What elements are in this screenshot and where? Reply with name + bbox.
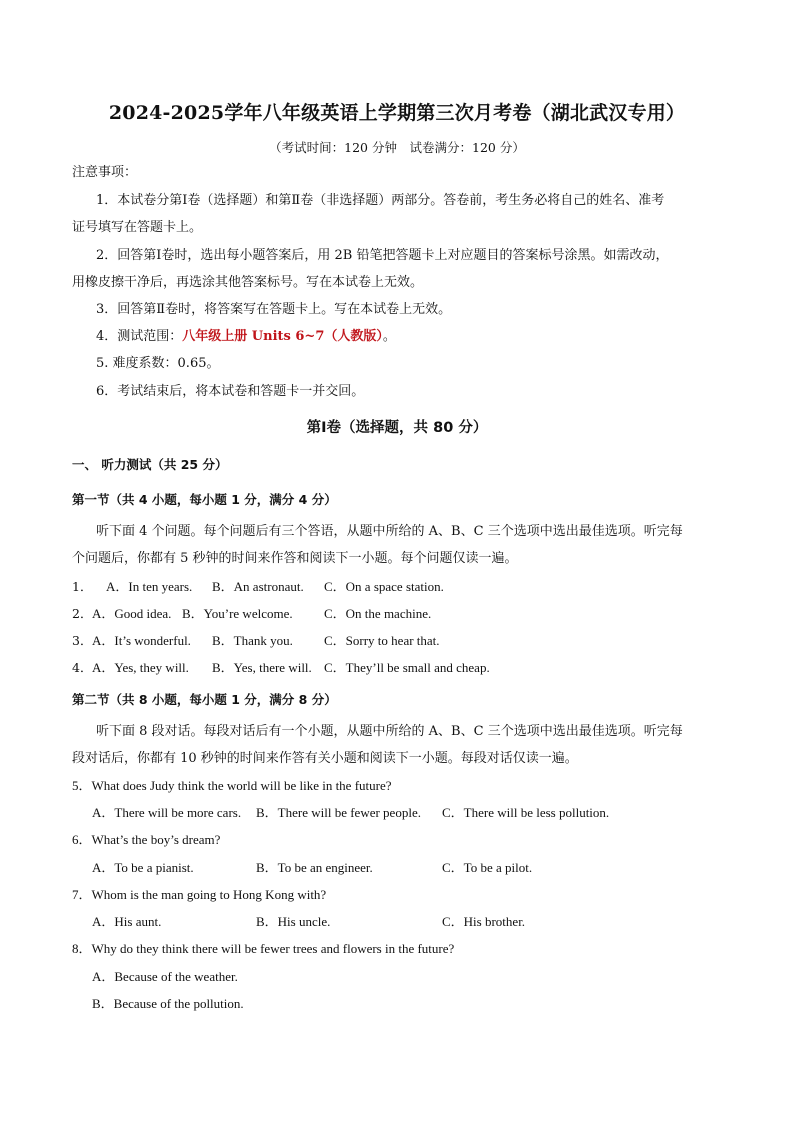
note-4-prefix: 4．测试范围：: [96, 329, 183, 344]
question-3-number: 3．: [72, 633, 93, 648]
question-2-option-c: C．On the machine.: [324, 606, 432, 621]
sub-2-instruction-line-2: 段对话后，你都有 10 秒钟的时间来作答有关小题和阅读下一小题。每段对话仅读一遍。: [72, 751, 578, 766]
part-1-title: 第Ⅰ卷（选择题，共 80 分）: [306, 420, 488, 436]
question-7-option-c: C．His brother.: [442, 914, 526, 929]
note-2-line-2: 用橡皮擦干净后，再选涂其他答案标号。写在本试卷上无效。: [72, 275, 424, 290]
sub-section-2-heading: 第二节（共 8 小题，每小题 1 分，满分 8 分）: [72, 692, 337, 707]
note-4-suffix: 。: [382, 329, 396, 344]
question-3-option-a: A．It’s wonderful.: [92, 633, 191, 648]
note-4: [96, 328, 396, 346]
sub-1-instruction-line-1: 听下面 4 个问题。每个问题后有三个答语，从题中所给的 A、B、C 三个选项中选出最佳选项。听完每: [96, 524, 683, 539]
question-4-option-b: B．Yes, there will.: [212, 660, 312, 675]
question-7-option-b: B．His uncle.: [256, 914, 331, 929]
note-3: 3．回答第Ⅱ卷时，将答案写在答题卡上。写在本试卷上无效。: [96, 302, 452, 317]
question-1-option-c: C．On a space station.: [324, 579, 444, 594]
question-5-option-c: C．There will be less pollution.: [442, 805, 610, 820]
sub-section-1-heading: 第一节（共 4 小题，每小题 1 分，满分 4 分）: [72, 492, 337, 507]
question-5-stem: 5．What does Judy think the world will be like in the future?: [72, 778, 392, 793]
question-1-number: 1．: [72, 579, 93, 594]
note-1-line-1: 1．本试卷分第Ⅰ卷（选择题）和第Ⅱ卷（非选择题）两部分。答卷前，考生务必将自己的姓名、准考: [96, 193, 665, 208]
question-2-option-a: A．Good idea.: [92, 606, 172, 621]
note-5: 5. 难度系数：0.65。: [96, 356, 220, 371]
notes-heading: 注意事项：: [72, 165, 138, 180]
note-4-scope: 八年级上册 Units 6~7（人教版）: [182, 329, 383, 344]
question-6-option-a: A．To be a pianist.: [92, 860, 194, 875]
sub-1-instruction-line-2: 个问题后，你都有 5 秒钟的时间来作答和阅读下一小题。每个问题仅读一遍。: [72, 551, 518, 566]
question-8-stem: 8．Why do they think there will be fewer trees and flowers in the future?: [72, 941, 455, 956]
question-6-option-c: C．To be a pilot.: [442, 860, 533, 875]
sub-2-instruction-line-1: 听下面 8 段对话。每段对话后有一个小题，从题中所给的 A、B、C 三个选项中选出最佳选项。听完每: [96, 724, 683, 739]
question-7-stem: 7．Whom is the man going to Hong Kong with?: [72, 887, 327, 902]
question-3-option-c: C．Sorry to hear that.: [324, 633, 440, 648]
note-1-line-2: 证号填写在答题卡上。: [72, 220, 203, 235]
question-6-stem: 6．What’s the boy’s dream?: [72, 832, 221, 847]
exam-subtitle: （考试时间：120 分钟 试卷满分：120 分）: [269, 140, 525, 155]
question-8-option-a: A．Because of the weather.: [92, 969, 238, 984]
question-4-option-a: A．Yes, they will.: [92, 660, 189, 675]
note-2-line-1: 2．回答第Ⅰ卷时，选出每小题答案后，用 2B 铅笔把答题卡上对应题目的答案标号涂黑。如需改动，: [96, 248, 669, 263]
question-5-option-b: B．There will be fewer people.: [256, 805, 421, 820]
question-7-option-a: A．His aunt.: [92, 914, 162, 929]
note-6: 6．考试结束后，将本试卷和答题卡一并交回。: [96, 384, 365, 399]
question-4-option-c: C．They’ll be small and cheap.: [324, 660, 490, 675]
question-1-option-b: B．An astronaut.: [212, 579, 304, 594]
question-2-number: 2．: [72, 606, 93, 621]
section-1-heading: 一、 听力测试（共 25 分）: [72, 457, 228, 472]
question-4-number: 4．: [72, 660, 93, 675]
exam-title: 2024-2025学年八年级英语上学期第三次月考卷（湖北武汉专用）: [108, 102, 686, 124]
question-6-option-b: B．To be an engineer.: [256, 860, 373, 875]
question-5-option-a: A．There will be more cars.: [92, 805, 242, 820]
question-8-option-b: B．Because of the pollution.: [92, 996, 244, 1011]
question-3-option-b: B．Thank you.: [212, 633, 293, 648]
question-2-option-b: B．You’re welcome.: [182, 606, 293, 621]
question-1-option-a: A．In ten years.: [106, 579, 193, 594]
